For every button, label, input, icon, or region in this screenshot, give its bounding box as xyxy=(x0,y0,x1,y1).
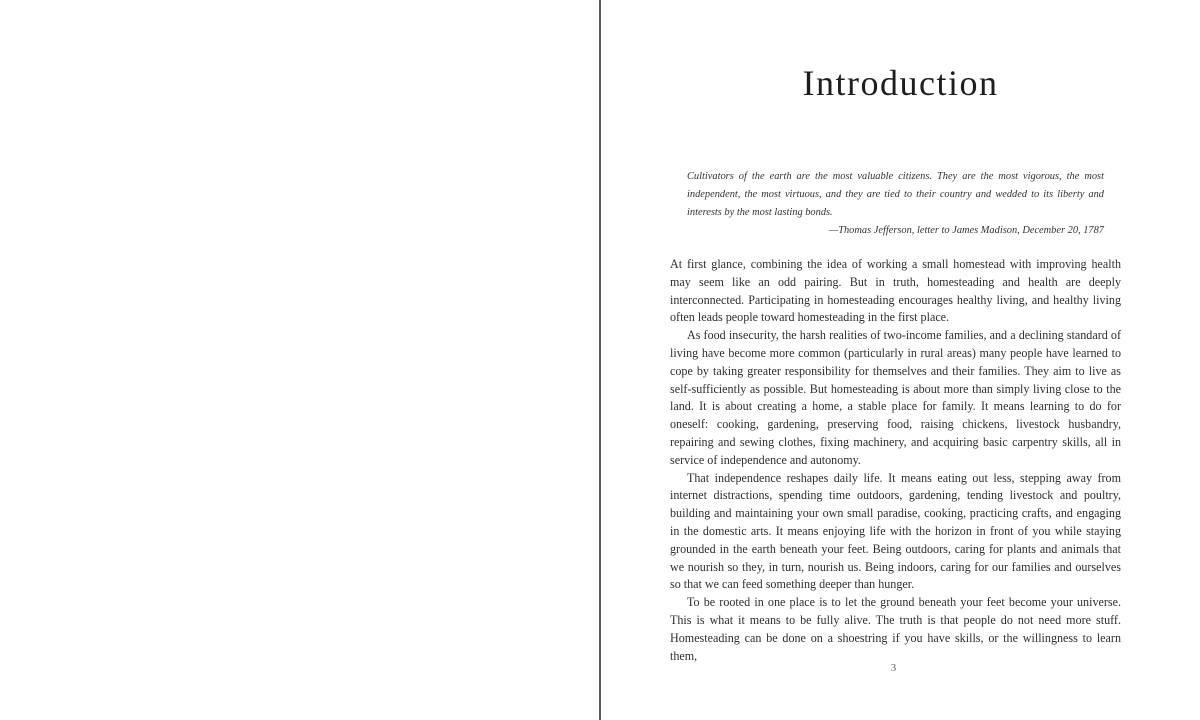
page-number: 3 xyxy=(890,662,897,674)
paragraph-2: As food insecurity, the harsh realities of two-income families, and a declining standard of living have become more common (particularly in rural areas) many people have learned to cope by taking greater responsibility for themselves and their families. They aim to live as self-sufficiently as possible. But homesteading is about more than simply living close to the land. It is about creating a home, a stable place for family. It means learning to do for oneself: cooking, gardening, preserving food, raising chickens, livestock husbandry, repairing and sewing clothes, fixing machinery, and acquiring basic carpentry skills, all in service of independence and autonomy. xyxy=(670,328,1121,467)
epigraph xyxy=(687,168,1104,240)
epigraph-quote: Cultivators of the earth are the most valuable citizens. They are the most vigorous, the most independent, the most virtuous, and they are tied to their country and wedded to its liberty and interests by the most lasting bonds. xyxy=(687,171,1104,218)
paragraph-1: At first glance, combining the idea of working a small homestead with improving health may seem like an odd pairing. But in truth, homesteading and health are deeply interconnected. Participating in homesteading encourages healthy living, and healthy living often leads people toward homesteading in the first place. xyxy=(670,257,1121,325)
epigraph-attribution: —Thomas Jefferson, letter to James Madison, December 20, 1787 xyxy=(828,225,1104,236)
body-text xyxy=(670,256,1121,665)
paragraph-4: To be rooted in one place is to let the ground beneath your feet become your universe. This is what it means to be fully alive. The truth is that people do not need more stuff. Homesteading can be done on a shoestring if you have skills, or the willingness to learn them, xyxy=(670,595,1121,663)
right-page xyxy=(601,0,1200,720)
chapter-title: Introduction xyxy=(802,63,999,103)
paragraph-3: That independence reshapes daily life. It means eating out less, stepping away from internet distractions, spending time outdoors, gardening, tending livestock and poultry, building and maintaining your own small paradise, cooking, practicing crafts, and engaging in the domestic arts. It means enjoying life with the horizon in front of you while staying grounded in the earth beneath your feet. Being outdoors, caring for plants and animals that we nourish so they, in turn, nourish us. Being indoors, caring for our families and ourselves so that we can feed something deeper than hunger. xyxy=(670,470,1121,592)
left-page xyxy=(0,0,599,720)
